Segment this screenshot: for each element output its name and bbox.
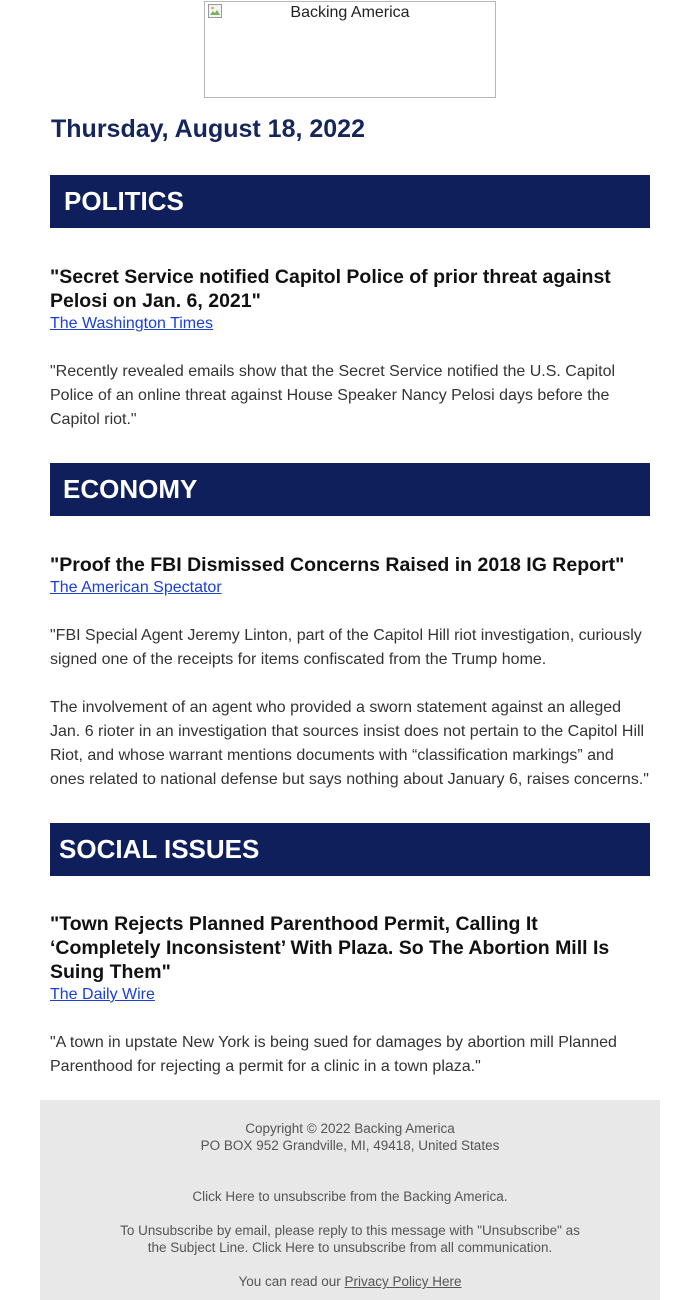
footer-email-unsubscribe-line1: To Unsubscribe by email, please reply to this message with "Unsubscribe" as — [120, 1223, 580, 1238]
article-summary-social-issues: "A town in upstate New York is being sued for damages by abortion mill Planned Parenthood for rejecting a permit for a clinic in a town plaza." — [50, 1034, 617, 1075]
article-summary-economy-p1: "FBI Special Agent Jeremy Linton, part of the Capitol Hill riot investigation, curiously signed one of the receipts for items confiscated from the Trump home. — [50, 627, 642, 668]
logo-alt-text: Backing America — [290, 4, 410, 21]
footer-privacy-prefix: You can read our — [238, 1274, 345, 1289]
newsletter-date: Thursday, August 18, 2022 — [51, 115, 365, 143]
privacy-policy-link[interactable]: Privacy Policy Here — [344, 1274, 462, 1289]
footer-privacy — [40, 1273, 660, 1290]
article-summary-economy-p2: The involvement of an agent who provided a sworn statement against an alleged Jan. 6 rioter in an investigation that sources insist does not pertain to the Capitol Hill Riot, and whose warrant mentions documents with “classification markings” and ones related to national defense but says nothing about January 6, raises concerns." — [50, 699, 649, 788]
footer-unsubscribe-link[interactable]: Click Here to unsubscribe from the Backing America. — [192, 1189, 508, 1204]
section-header-politics: POLITICS — [50, 175, 650, 228]
footer-address: PO BOX 952 Grandville, MI, 49418, United States — [200, 1138, 500, 1153]
article-title-social-issues[interactable]: "Town Rejects Planned Parenthood Permit, Calling It ‘Completely Inconsistent’ With Plaza. So The Abortion Mill Is Suing Them" — [50, 913, 610, 983]
article-summary-politics: "Recently revealed emails show that the Secret Service notified the U.S. Capitol Police of an online threat against House Speaker Nancy Pelosi days before the Capitol riot." — [50, 363, 616, 428]
article-title-economy[interactable]: "Proof the FBI Dismissed Concerns Raised in 2018 IG Report" — [50, 554, 625, 576]
section-header-economy: ECONOMY — [50, 463, 650, 516]
logo-image — [204, 1, 496, 98]
footer — [40, 1100, 660, 1300]
article-title-politics[interactable]: "Secret Service notified Capitol Police of prior threat against Pelosi on Jan. 6, 2021" — [50, 266, 611, 312]
source-link-daily-wire[interactable]: The Daily Wire — [50, 986, 155, 1003]
footer-email-unsubscribe-line2[interactable]: the Subject Line. Click Here to unsubscribe from all communication. — [147, 1240, 553, 1255]
footer-copyright: Copyright © 2022 Backing America — [245, 1121, 455, 1136]
source-link-american-spectator[interactable]: The American Spectator — [50, 579, 222, 596]
source-link-washington-times[interactable]: The Washington Times — [50, 315, 214, 332]
section-header-social-issues: SOCIAL ISSUES — [50, 823, 650, 876]
